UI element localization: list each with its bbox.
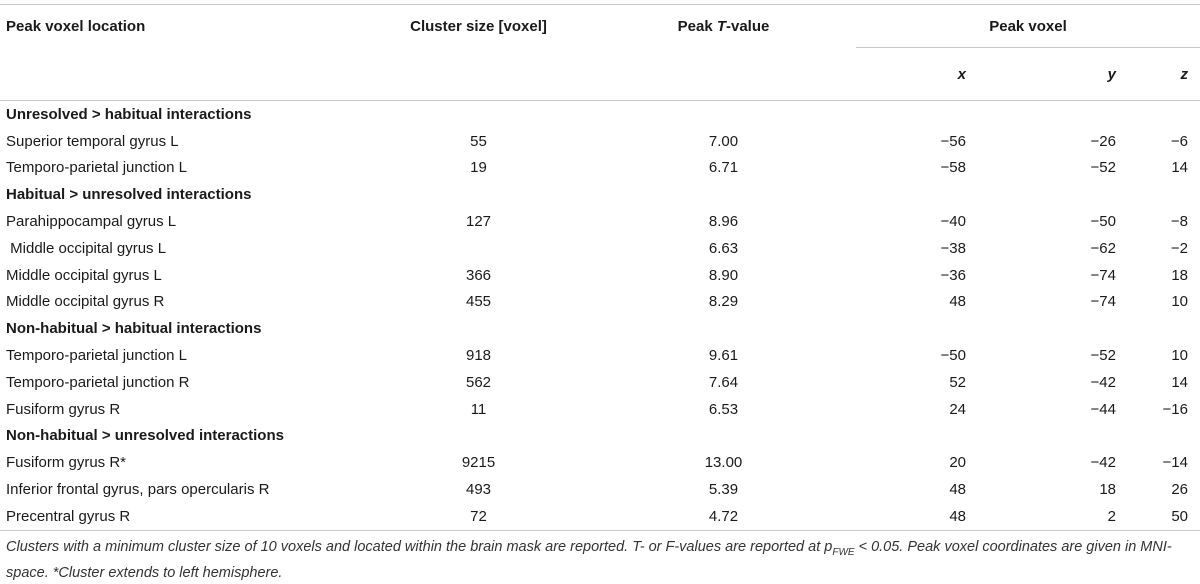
footnote-part2: < 0.05. Peak voxel coordinates are given in MNI-space. *Cluster extends to left hemisphere. xyxy=(6,539,1172,581)
table-row xyxy=(0,262,1200,289)
cell-x: −50 xyxy=(940,347,966,365)
table-row xyxy=(0,503,1200,530)
table-row xyxy=(0,449,1200,476)
subheader-row xyxy=(0,48,1200,101)
header-peak-t-suffix: -value xyxy=(726,17,770,35)
cell-location: Precentral gyrus R xyxy=(0,503,366,530)
cell-peak-t: 13.00 xyxy=(704,454,743,472)
cell-x: −56 xyxy=(940,132,966,150)
cell-location: Temporo-parietal junction L xyxy=(6,159,187,177)
cell-y: −52 xyxy=(1090,347,1116,365)
cell-y: −74 xyxy=(1090,293,1116,311)
cell-cluster-size: 72 xyxy=(366,503,591,530)
table-row xyxy=(0,396,1200,423)
cell-cluster-size: 19 xyxy=(470,159,487,177)
cell-peak-t: 6.71 xyxy=(708,159,739,177)
table-row xyxy=(0,128,1200,155)
cell-cluster-size: 455 xyxy=(465,293,492,311)
header-peak-voxel: Peak voxel xyxy=(856,5,1200,48)
cell-z: 14 xyxy=(1171,373,1188,391)
subheader-empty-1 xyxy=(0,48,366,101)
cell-z: 18 xyxy=(1171,266,1188,284)
cell-z: −16 xyxy=(1162,400,1188,418)
cell-cluster-size: 11 xyxy=(470,400,487,418)
cell-location: Middle occipital gyrus R xyxy=(6,293,165,311)
cell-peak-t: 8.29 xyxy=(708,293,739,311)
header-location: Peak voxel location xyxy=(6,17,146,35)
cell-x: −38 xyxy=(940,239,966,257)
header-peak-t-italic: T xyxy=(716,17,726,35)
group-header-row xyxy=(0,181,1200,208)
cell-y: −42 xyxy=(1090,454,1116,472)
cell-peak-t: 5.39 xyxy=(708,481,739,499)
cell-y: −26 xyxy=(1090,132,1116,150)
cell-x: 20 xyxy=(949,454,966,472)
cell-cluster-size: 9215 xyxy=(461,454,496,472)
group-header-row xyxy=(0,101,1200,128)
cell-location: Middle occipital gyrus L xyxy=(6,266,162,284)
footnote-subscript: FWE xyxy=(832,546,855,558)
cell-cluster-size: 562 xyxy=(465,373,492,391)
cell-peak-t: 7.00 xyxy=(708,132,739,150)
header-cluster-size: Cluster size [voxel] xyxy=(410,17,547,35)
cell-peak-t: 4.72 xyxy=(591,503,856,530)
cell-location: Fusiform gyrus R xyxy=(6,400,121,418)
header-x: x xyxy=(957,65,966,83)
cell-z: 14 xyxy=(1171,159,1188,177)
table-row xyxy=(0,208,1200,235)
cell-location: Temporo-parietal junction L xyxy=(6,347,187,365)
cell-y: −74 xyxy=(1090,266,1116,284)
cell-y: −44 xyxy=(1090,400,1116,418)
cell-z: 50 xyxy=(1116,503,1200,530)
cell-cluster-size: 55 xyxy=(470,132,487,150)
cell-z: 26 xyxy=(1171,481,1188,499)
cell-peak-t: 8.90 xyxy=(708,266,739,284)
cell-cluster-size: 366 xyxy=(465,266,492,284)
cell-y: 18 xyxy=(1099,481,1116,499)
cell-x: 48 xyxy=(856,503,966,530)
group-title: Habitual > unresolved interactions xyxy=(6,186,252,204)
table-row xyxy=(0,235,1200,262)
cell-peak-t: 6.63 xyxy=(708,239,739,257)
subheader-empty-3 xyxy=(591,48,856,101)
cell-y: 2 xyxy=(966,503,1116,530)
cell-y: −52 xyxy=(1090,159,1116,177)
cell-cluster-size xyxy=(366,235,591,262)
group-title: Unresolved > habitual interactions xyxy=(6,105,252,123)
cell-peak-t: 6.53 xyxy=(708,400,739,418)
table-row xyxy=(0,289,1200,316)
cell-z: −8 xyxy=(1170,213,1188,231)
cell-peak-t: 7.64 xyxy=(708,373,739,391)
cell-x: 48 xyxy=(949,293,966,311)
cell-z: −14 xyxy=(1162,454,1188,472)
header-peak-t xyxy=(591,5,856,48)
group-header-row xyxy=(0,315,1200,342)
cell-location: Fusiform gyrus R* xyxy=(6,454,127,472)
cell-z: −6 xyxy=(1170,132,1188,150)
cell-y: −62 xyxy=(1090,239,1116,257)
table-footnote xyxy=(6,537,1194,583)
table-body xyxy=(0,101,1200,531)
results-table xyxy=(0,4,1200,531)
footnote-part1: Clusters with a minimum cluster size of 10 voxels and located within the brain mask are reported. T- or F-values are reported at p xyxy=(6,539,833,555)
cell-x: 48 xyxy=(949,481,966,499)
table-row xyxy=(0,476,1200,503)
cell-location: Superior temporal gyrus L xyxy=(6,132,179,150)
cell-z: −2 xyxy=(1170,239,1188,257)
table-row xyxy=(0,369,1200,396)
cell-location: Inferior frontal gyrus, pars opercularis R xyxy=(6,481,270,499)
table-row xyxy=(0,155,1200,182)
cell-peak-t: 9.61 xyxy=(708,347,739,365)
header-y: y xyxy=(1107,65,1116,83)
cell-z: 10 xyxy=(1171,347,1188,365)
group-title: Non-habitual > habitual interactions xyxy=(6,320,262,338)
group-title: Non-habitual > unresolved interactions xyxy=(6,427,284,445)
header-row xyxy=(0,5,1200,48)
subheader-empty-2 xyxy=(366,48,591,101)
cell-x: 24 xyxy=(949,400,966,418)
cell-cluster-size: 493 xyxy=(465,481,492,499)
header-peak-t-prefix: Peak xyxy=(677,17,717,35)
cell-x: −40 xyxy=(940,213,966,231)
cell-x: −36 xyxy=(940,266,966,284)
cell-y: −50 xyxy=(1090,213,1116,231)
cell-location: Middle occipital gyrus L xyxy=(6,239,167,257)
cell-y: −42 xyxy=(1090,373,1116,391)
cell-location: Parahippocampal gyrus L xyxy=(6,213,177,231)
cell-cluster-size: 127 xyxy=(465,213,492,231)
header-z: z xyxy=(1180,65,1188,83)
cell-x: −58 xyxy=(940,159,966,177)
table-row xyxy=(0,342,1200,369)
cell-z: 10 xyxy=(1171,293,1188,311)
cell-peak-t: 8.96 xyxy=(708,213,739,231)
cell-cluster-size: 918 xyxy=(465,347,492,365)
cell-x: 52 xyxy=(949,373,966,391)
group-header-row xyxy=(0,423,1200,450)
cell-location: Temporo-parietal junction R xyxy=(6,373,190,391)
